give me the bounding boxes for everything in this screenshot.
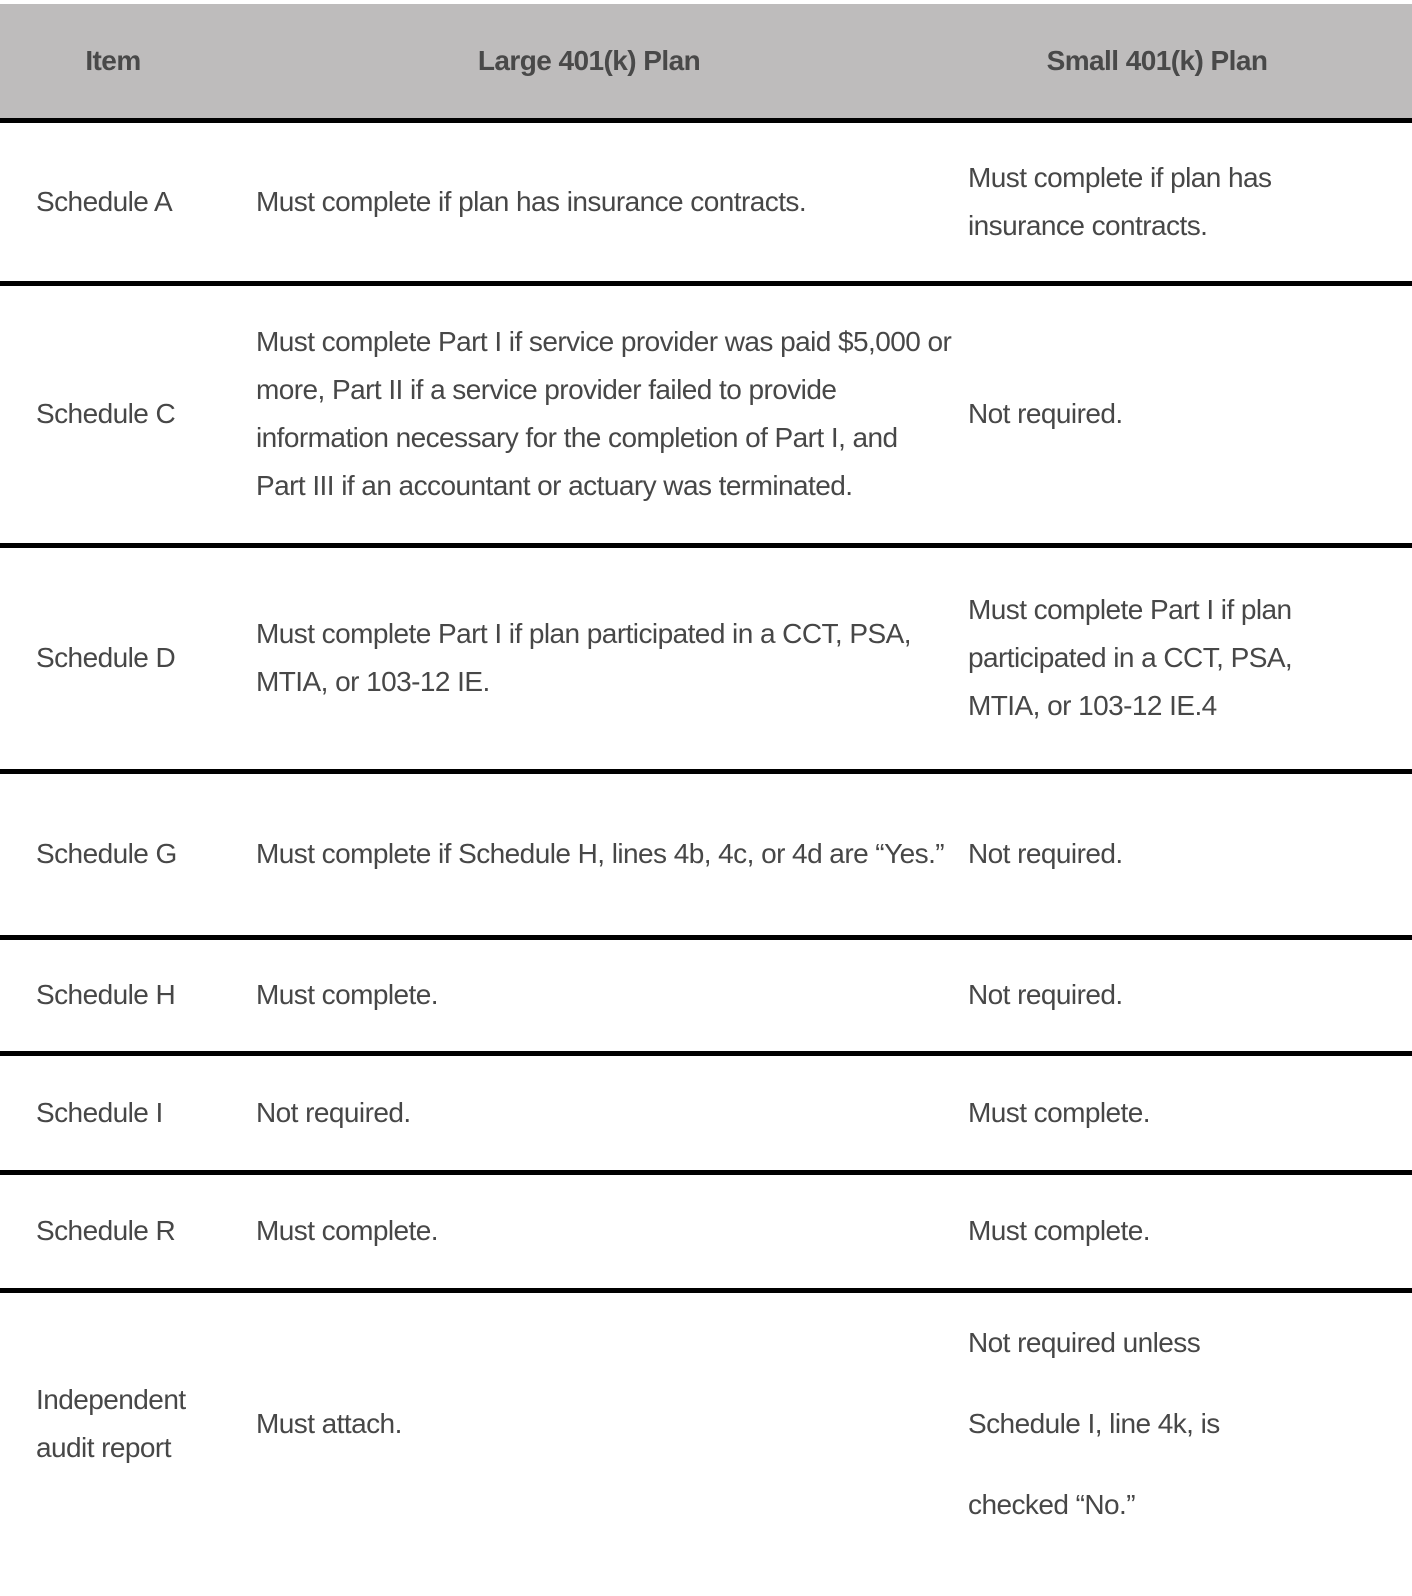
item-cell: Independent audit report	[36, 1384, 186, 1464]
large-plan-cell: Must complete.	[256, 1215, 439, 1246]
table-row	[0, 545, 1412, 771]
schedule-comparison-table	[0, 4, 1412, 1556]
table-row	[0, 771, 1412, 937]
column-header-small-plan: Small 401(k) Plan	[952, 4, 1412, 120]
table-row	[0, 937, 1412, 1053]
large-plan-cell: Must complete.	[256, 979, 439, 1010]
small-plan-cell: Must complete if plan has insurance contracts.	[968, 161, 1272, 241]
item-cell: Schedule G	[36, 838, 177, 869]
large-plan-cell: Not required.	[256, 1096, 411, 1128]
table-row	[0, 120, 1412, 283]
table-row	[0, 1290, 1412, 1556]
large-plan-cell: Must complete Part I if plan participated in a CCT, PSA, MTIA, or 103-12 IE.	[256, 618, 911, 697]
item-cell: Schedule R	[36, 1215, 176, 1246]
table-row	[0, 283, 1412, 545]
table-header	[0, 4, 1412, 120]
small-plan-line: Not required unless	[968, 1327, 1201, 1359]
column-header-item: Item	[0, 4, 226, 120]
small-plan-cell: Not required.	[968, 398, 1123, 429]
small-plan-cell: Not required.	[968, 838, 1123, 869]
table-row	[0, 1172, 1412, 1290]
item-cell: Schedule C	[36, 398, 176, 429]
column-header-large-plan: Large 401(k) Plan	[226, 4, 952, 120]
small-plan-cell: Must complete.	[968, 1096, 1151, 1128]
large-plan-cell: Must complete if Schedule H, lines 4b, 4c, or 4d are “Yes.”	[256, 838, 945, 869]
small-plan-cell: Not required.	[968, 979, 1123, 1010]
small-plan-line: checked “No.”	[968, 1489, 1136, 1521]
large-plan-cell: Must complete Part I if service provider was paid $5,000 or more, Part II if a service provider failed to provide information necessary for the completion of Part I, and Part III if an accountant or actuary was terminated.	[256, 326, 952, 501]
small-plan-line: Schedule I, line 4k, is	[968, 1408, 1220, 1440]
table-row	[0, 1053, 1412, 1172]
large-plan-cell: Must attach.	[256, 1408, 402, 1440]
item-cell: Schedule H	[36, 979, 176, 1010]
header-row	[0, 4, 1412, 120]
small-plan-cell: Must complete.	[968, 1215, 1151, 1246]
small-plan-cell	[952, 1290, 1412, 1556]
item-cell: Schedule D	[36, 642, 176, 673]
item-cell: Schedule A	[36, 185, 173, 217]
item-cell: Schedule I	[36, 1096, 163, 1128]
small-plan-cell: Must complete Part I if plan participated in a CCT, PSA, MTIA, or 103-12 IE.4	[968, 594, 1293, 721]
large-plan-cell: Must complete if plan has insurance contracts.	[256, 185, 807, 217]
